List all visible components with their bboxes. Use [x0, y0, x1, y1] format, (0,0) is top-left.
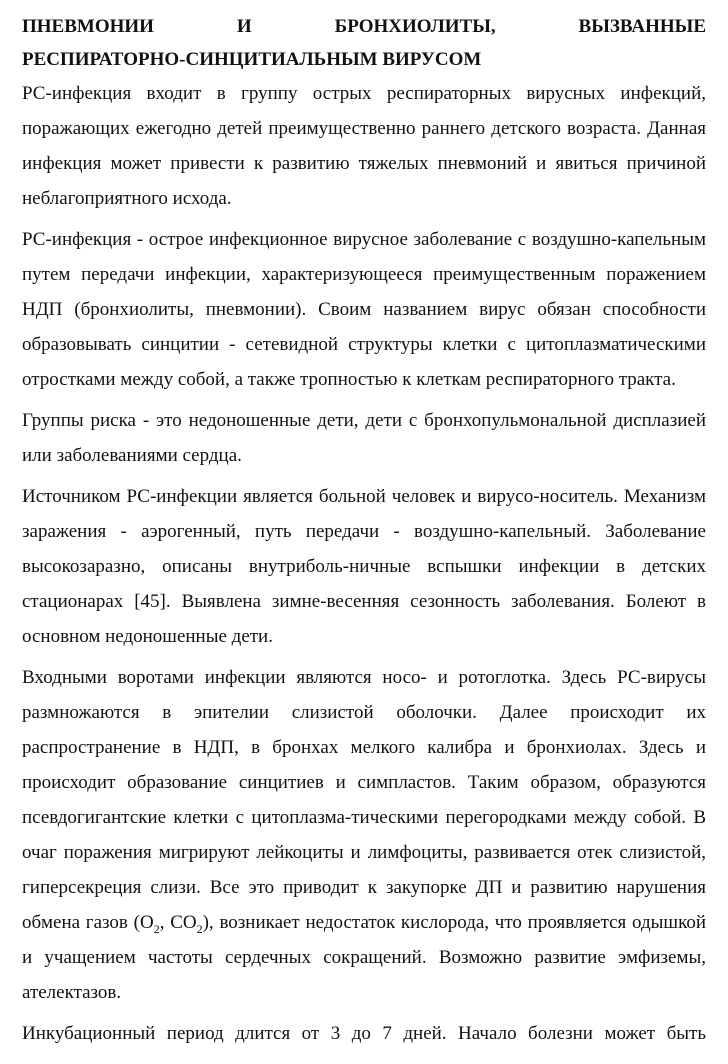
paragraph-5-text: Входными воротами инфекции являются носо- и ротоглотка. Здесь РС-вирусы размножаются в эпителии слизистой оболочки. Далее происходит их распространение в НДП, в бронхах мелкого калибра и бронхиолах. Здесь и происходит образование синцитиев и симпластов. Таким образом, образуются псевдогигантские клетки с цитоплазма-тическими перегородками между собой. В очаг поражения мигрируют лейкоциты и лимфоциты, развивается отек слизистой, гиперсекреция слизи. Все это приводит к закупорке ДП и развитию нарушения обмена газов (O: [22, 667, 706, 933]
paragraph-3: Группы риска - это недоношенные дети, дети с бронхопульмональной дисплазией или заболеваниями сердца.: [22, 410, 706, 466]
document-title-line-2: РЕСПИРАТОРНО-СИНЦИТИАЛЬНЫМ ВИРУСОМ: [22, 49, 482, 70]
paragraph-5: [22, 660, 706, 1010]
paragraph-5-mid: , CO: [159, 912, 197, 933]
o2-subscript: 2: [153, 921, 160, 936]
co2-subscript: 2: [196, 921, 203, 936]
paragraph-4: Источником РС-инфекции является больной человек и вирусо-носитель. Механизм заражения - аэрогенный, путь передачи - воздушно-капельный. Заболевание высокозаразно, описаны внутриболь-ничные вспышки инфекции в детских стационарах [45]. Выявлена зимне-весенняя сезонность заболевания. Болеют в основном недоношенные дети.: [22, 486, 706, 647]
paragraph-1: РС-инфекция входит в группу острых респираторных вирусных инфекций, поражающих ежегодно детей преимущественно раннего детского возраста. Данная инфекция может привести к развитию тяжелых пневмоний и явиться причиной неблагоприятного исхода.: [22, 83, 706, 209]
paragraph-6-text: Инкубационный период длится от 3 до 7 дней. Начало болезни может быть: [22, 1023, 706, 1044]
document-title-line-1: ПНЕВМОНИИ И БРОНХИОЛИТЫ, ВЫЗВАННЫЕ: [22, 16, 706, 37]
paragraph-5-tail: ), возникает недостаток кислорода, что проявляется одышкой и учащением частоты сердечных сокращений. Возможно развитие эмфиземы, ателектазов.: [22, 912, 706, 1003]
paragraph-6: [22, 1016, 706, 1051]
paragraph-2: РС-инфекция - острое инфекционное вирусное заболевание с воздушно-капельным путем передачи инфекции, характеризующееся преимущественным поражением НДП (бронхиолиты, пневмонии). Своим названием вирус обязан способности образовывать синцитии - сетевидной структуры клетки с цитоплазматическими отростками между собой, а также тропностью к клеткам респираторного тракта.: [22, 229, 706, 390]
